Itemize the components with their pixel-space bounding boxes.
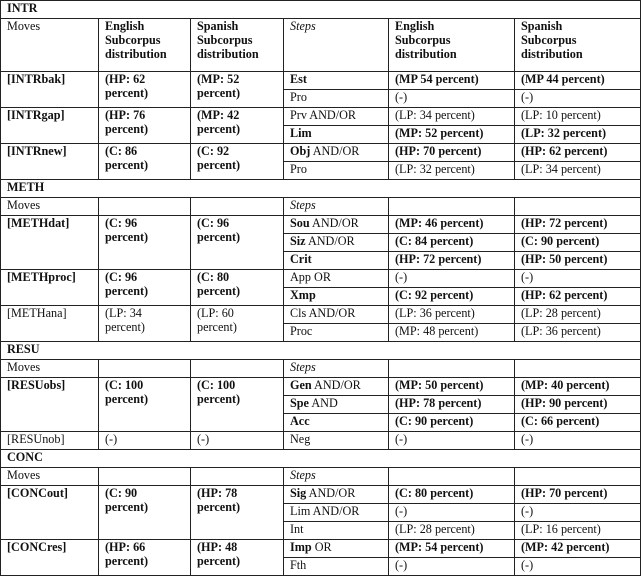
step-english-value: (-)	[389, 504, 515, 522]
cell-text: (C: 92	[197, 144, 230, 158]
header-steps: Steps	[284, 19, 389, 72]
header-moves: Moves	[1, 468, 99, 486]
table-row	[1, 306, 641, 324]
step-spanish-value: (-)	[515, 432, 641, 450]
move-spanish-distribution	[191, 306, 284, 342]
header-spanish-steps	[515, 360, 641, 378]
step-english-value: (-)	[389, 558, 515, 576]
cell-text: percent)	[105, 554, 149, 568]
cell-text: percent)	[105, 122, 149, 136]
move-english-distribution	[99, 378, 191, 432]
cell-text: (HP: 48	[197, 540, 238, 554]
step-spanish-value: (C: 90 percent)	[515, 234, 641, 252]
cell-text: Subcorpus	[105, 33, 161, 47]
step-label	[284, 216, 389, 234]
step-spanish-value: (-)	[515, 90, 641, 108]
move-spanish-distribution	[191, 378, 284, 432]
step-code: App OR	[290, 270, 331, 284]
cell-text: percent)	[197, 284, 241, 298]
step-english-value: (MP 54 percent)	[389, 72, 515, 90]
move-name: [METHdat]	[1, 216, 99, 270]
step-label	[284, 90, 389, 108]
cell-text: percent)	[105, 158, 149, 172]
move-name: [METHproc]	[1, 270, 99, 306]
step-label	[284, 288, 389, 306]
move-english-distribution	[99, 270, 191, 306]
header-english	[99, 468, 191, 486]
step-label	[284, 252, 389, 270]
step-label	[284, 162, 389, 180]
move-spanish-distribution	[191, 540, 284, 576]
cell-text: distribution	[521, 47, 583, 61]
step-english-value: (C: 84 percent)	[389, 234, 515, 252]
cell-text: percent)	[105, 392, 149, 406]
cell-text: percent)	[105, 500, 149, 514]
step-english-value: (-)	[389, 432, 515, 450]
step-code: Spe	[290, 396, 309, 410]
step-label	[284, 558, 389, 576]
cell-text: (HP: 76	[105, 108, 146, 122]
move-name: [CONCres]	[1, 540, 99, 576]
step-label	[284, 72, 389, 90]
step-code: Int	[290, 522, 304, 536]
step-spanish-value: (HP: 70 percent)	[515, 486, 641, 504]
step-english-value: (HP: 78 percent)	[389, 396, 515, 414]
move-english-distribution	[99, 486, 191, 540]
header-spanish	[191, 468, 284, 486]
cell-text: (-)	[105, 432, 118, 446]
header-english-steps	[389, 19, 515, 72]
step-label	[284, 144, 389, 162]
header-moves: Moves	[1, 360, 99, 378]
move-english-distribution	[99, 432, 191, 450]
step-english-value: (LP: 32 percent)	[389, 162, 515, 180]
step-code: Prv AND/OR	[290, 108, 357, 122]
step-label	[284, 126, 389, 144]
step-english-value: (C: 90 percent)	[389, 414, 515, 432]
step-spanish-value: (-)	[515, 270, 641, 288]
step-connector: AND/OR	[311, 378, 361, 392]
header-steps: Steps	[284, 198, 389, 216]
table-row	[1, 72, 641, 90]
cell-text: percent)	[105, 320, 145, 334]
step-connector: OR	[311, 540, 332, 554]
table-row	[1, 432, 641, 450]
cell-text: percent)	[197, 392, 241, 406]
header-spanish	[191, 360, 284, 378]
step-spanish-value: (MP: 42 percent)	[515, 540, 641, 558]
step-label	[284, 486, 389, 504]
move-english-distribution	[99, 144, 191, 180]
move-name: [CONCout]	[1, 486, 99, 540]
step-spanish-value: (HP: 90 percent)	[515, 396, 641, 414]
header-spanish-steps	[515, 19, 641, 72]
step-connector: AND	[308, 396, 338, 410]
header-steps: Steps	[284, 360, 389, 378]
section-title: CONC	[1, 450, 641, 468]
section-title-row	[1, 180, 641, 198]
step-spanish-value: (-)	[515, 558, 641, 576]
table-row	[1, 216, 641, 234]
step-label	[284, 522, 389, 540]
step-spanish-value: (LP: 28 percent)	[515, 306, 641, 324]
step-label	[284, 234, 389, 252]
step-code: Est	[290, 72, 307, 86]
step-english-value: (MP: 48 percent)	[389, 324, 515, 342]
step-english-value: (-)	[389, 270, 515, 288]
cell-text: (C: 100	[197, 378, 236, 392]
move-english-distribution	[99, 540, 191, 576]
move-spanish-distribution	[191, 72, 284, 108]
step-code: Pro	[290, 162, 307, 176]
step-code: Imp	[290, 540, 312, 554]
move-english-distribution	[99, 72, 191, 108]
column-header-row	[1, 360, 641, 378]
cell-text: percent)	[197, 230, 241, 244]
step-english-value: (LP: 28 percent)	[389, 522, 515, 540]
cell-text: English	[395, 19, 435, 33]
header-english-steps	[389, 468, 515, 486]
move-name: [METHana]	[1, 306, 99, 342]
section-title: METH	[1, 180, 641, 198]
step-spanish-value: (MP 44 percent)	[515, 72, 641, 90]
cell-text: percent)	[105, 86, 149, 100]
step-english-value: (C: 92 percent)	[389, 288, 515, 306]
column-header-row	[1, 19, 641, 72]
step-spanish-value: (MP: 40 percent)	[515, 378, 641, 396]
step-spanish-value: (LP: 16 percent)	[515, 522, 641, 540]
step-spanish-value: (C: 66 percent)	[515, 414, 641, 432]
header-spanish-steps	[515, 198, 641, 216]
step-code: Neg	[290, 432, 311, 446]
move-name: [INTRbak]	[1, 72, 99, 108]
step-connector: AND/OR	[306, 486, 356, 500]
section-title-row	[1, 450, 641, 468]
move-spanish-distribution	[191, 216, 284, 270]
move-name: [RESUobs]	[1, 378, 99, 432]
cell-text: (HP: 66	[105, 540, 146, 554]
step-spanish-value: (-)	[515, 504, 641, 522]
cell-text: (C: 86	[105, 144, 138, 158]
cell-text: percent)	[197, 86, 241, 100]
cell-text: (C: 96	[105, 216, 138, 230]
step-code: Sou	[290, 216, 310, 230]
cell-text: (MP: 52	[197, 72, 240, 86]
step-spanish-value: (HP: 62 percent)	[515, 144, 641, 162]
header-english	[99, 19, 191, 72]
step-english-value: (LP: 36 percent)	[389, 306, 515, 324]
step-code: Obj	[290, 144, 311, 158]
step-connector: AND/OR	[310, 144, 360, 158]
move-name: [INTRgap]	[1, 108, 99, 144]
table-row	[1, 486, 641, 504]
header-spanish-steps	[515, 468, 641, 486]
step-label	[284, 396, 389, 414]
step-code: Crit	[290, 252, 312, 266]
step-spanish-value: (LP: 32 percent)	[515, 126, 641, 144]
header-english-steps	[389, 360, 515, 378]
cell-text: English	[105, 19, 145, 33]
step-english-value: (MP: 54 percent)	[389, 540, 515, 558]
step-english-value: (HP: 70 percent)	[389, 144, 515, 162]
section-title: INTR	[1, 1, 641, 19]
move-english-distribution	[99, 306, 191, 342]
step-english-value: (HP: 72 percent)	[389, 252, 515, 270]
step-spanish-value: (LP: 10 percent)	[515, 108, 641, 126]
table-row	[1, 144, 641, 162]
header-spanish	[191, 198, 284, 216]
cell-text: distribution	[105, 47, 167, 61]
cell-text: Spanish	[521, 19, 563, 33]
cell-text: Subcorpus	[521, 33, 577, 47]
step-label	[284, 432, 389, 450]
step-code: Xmp	[290, 288, 316, 302]
step-label	[284, 108, 389, 126]
move-spanish-distribution	[191, 108, 284, 144]
header-spanish	[191, 19, 284, 72]
step-spanish-value: (LP: 36 percent)	[515, 324, 641, 342]
step-label	[284, 324, 389, 342]
cell-text: (-)	[197, 432, 210, 446]
cell-text: percent)	[197, 158, 241, 172]
cell-text: (LP: 34	[105, 306, 142, 320]
step-label	[284, 378, 389, 396]
cell-text: percent)	[197, 500, 241, 514]
column-header-row	[1, 198, 641, 216]
step-english-value: (LP: 34 percent)	[389, 108, 515, 126]
step-code: Sig	[290, 486, 307, 500]
cell-text: percent)	[197, 320, 237, 334]
step-connector: AND/OR	[305, 234, 355, 248]
step-spanish-value: (HP: 50 percent)	[515, 252, 641, 270]
table-row	[1, 378, 641, 396]
header-moves: Moves	[1, 198, 99, 216]
step-label	[284, 540, 389, 558]
move-name: [INTRnew]	[1, 144, 99, 180]
step-code: Fth	[290, 558, 307, 572]
step-label	[284, 270, 389, 288]
cell-text: (C: 96	[105, 270, 138, 284]
step-label	[284, 306, 389, 324]
move-spanish-distribution	[191, 486, 284, 540]
cell-text: (C: 80	[197, 270, 230, 284]
cell-text: percent)	[105, 230, 149, 244]
step-english-value: (C: 80 percent)	[389, 486, 515, 504]
step-spanish-value: (HP: 72 percent)	[515, 216, 641, 234]
cell-text: percent)	[197, 554, 241, 568]
header-english-steps	[389, 198, 515, 216]
step-english-value: (MP: 50 percent)	[389, 378, 515, 396]
cell-text: Subcorpus	[197, 33, 253, 47]
column-header-row	[1, 468, 641, 486]
cell-text: percent)	[105, 284, 149, 298]
header-moves: Moves	[1, 19, 99, 72]
cell-text: Subcorpus	[395, 33, 451, 47]
move-spanish-distribution	[191, 432, 284, 450]
cell-text: (LP: 60	[197, 306, 234, 320]
header-steps: Steps	[284, 468, 389, 486]
cell-text: (HP: 78	[197, 486, 238, 500]
table-row	[1, 270, 641, 288]
table-row	[1, 108, 641, 126]
step-code: Gen	[290, 378, 312, 392]
cell-text: (C: 100	[105, 378, 144, 392]
cell-text: distribution	[395, 47, 457, 61]
cell-text: (C: 90	[105, 486, 138, 500]
move-english-distribution	[99, 216, 191, 270]
section-title-row	[1, 342, 641, 360]
move-spanish-distribution	[191, 270, 284, 306]
step-label	[284, 504, 389, 522]
table-row	[1, 540, 641, 558]
step-code: Siz	[290, 234, 306, 248]
step-spanish-value: (LP: 34 percent)	[515, 162, 641, 180]
cell-text: Spanish	[197, 19, 239, 33]
cell-text: (HP: 62	[105, 72, 146, 86]
cell-text: distribution	[197, 47, 259, 61]
step-english-value: (MP: 52 percent)	[389, 126, 515, 144]
header-english	[99, 360, 191, 378]
move-spanish-distribution	[191, 144, 284, 180]
move-english-distribution	[99, 108, 191, 144]
step-spanish-value: (HP: 62 percent)	[515, 288, 641, 306]
section-title-row	[1, 1, 641, 19]
step-label	[284, 414, 389, 432]
step-english-value: (MP: 46 percent)	[389, 216, 515, 234]
step-english-value: (-)	[389, 90, 515, 108]
cell-text: (MP: 42	[197, 108, 240, 122]
step-code: Pro	[290, 90, 307, 104]
header-english	[99, 198, 191, 216]
move-name: [RESUnob]	[1, 432, 99, 450]
cell-text: percent)	[197, 122, 241, 136]
step-code: Lim	[290, 126, 312, 140]
step-code: Proc	[290, 324, 313, 338]
step-connector: AND/OR	[309, 216, 359, 230]
step-code: Acc	[290, 414, 310, 428]
section-title: RESU	[1, 342, 641, 360]
cell-text: (C: 96	[197, 216, 230, 230]
step-code: Cls AND/OR	[290, 306, 356, 320]
step-code: Lim AND/OR	[290, 504, 360, 518]
